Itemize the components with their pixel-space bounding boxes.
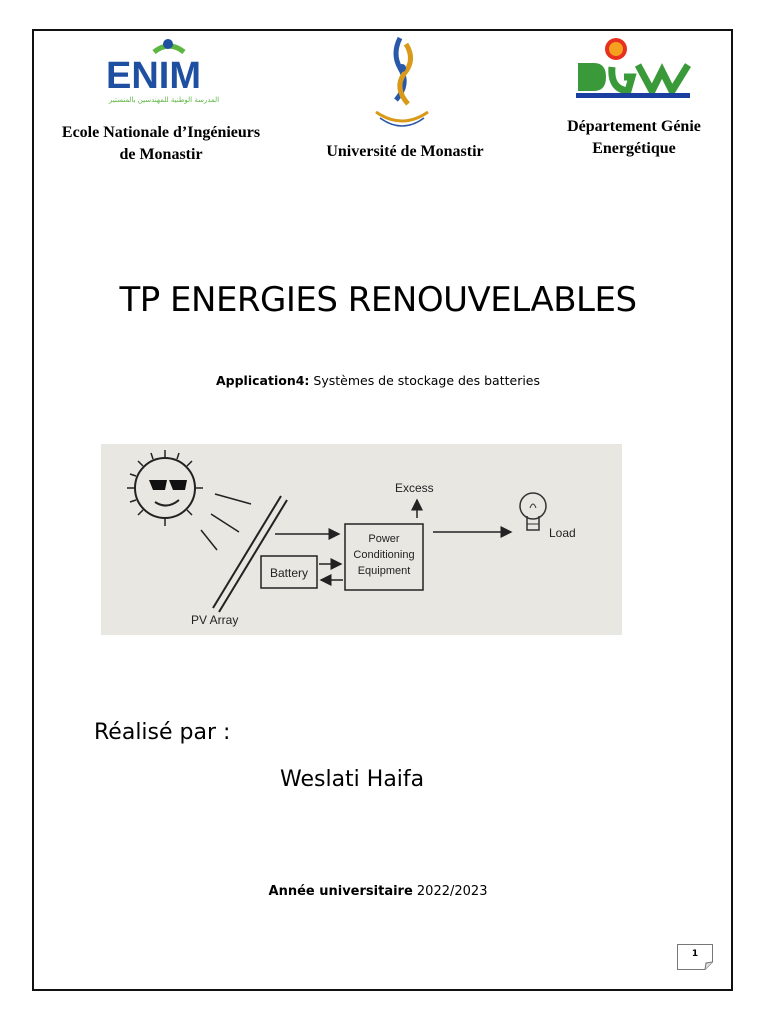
academic-year-value: 2022/2023 — [412, 884, 488, 899]
pv-system-diagram — [101, 444, 622, 635]
document-title: TP ENERGIES RENOUVELABLES — [119, 280, 637, 320]
university-seal-logo — [366, 34, 438, 134]
page-number: 1 — [691, 949, 699, 959]
author-name: Weslati Haifa — [280, 767, 425, 792]
pv-array-label: PV Array — [191, 613, 239, 627]
subtitle-text: Systèmes de stockage des batteries — [309, 373, 541, 388]
pce-label-line2: Conditioning — [353, 549, 415, 561]
enim-caption-line2: de Monastir — [119, 146, 203, 163]
battery-label: Battery — [269, 566, 309, 580]
enim-arabic-text: المدرسة الوطنية للمهندسين بالمنستير — [108, 96, 220, 104]
author-label: Réalisé par : — [94, 720, 231, 745]
dge-caption-line2: Energétique — [592, 140, 676, 157]
academic-year — [60, 884, 696, 899]
university-caption: Université de Monastir — [326, 143, 484, 160]
dge-logo — [576, 37, 692, 99]
document-subtitle — [60, 373, 696, 388]
pce-label-line1: Power — [368, 533, 400, 545]
dge-caption — [550, 116, 718, 160]
enim-caption — [58, 122, 264, 166]
page-number-badge — [677, 944, 713, 970]
enim-logo-text: ENIM — [106, 55, 201, 97]
load-label: Load — [549, 526, 576, 540]
excess-label: Excess — [395, 481, 434, 495]
subtitle-label: Application4: — [215, 373, 310, 388]
pce-label-line3: Equipment — [357, 565, 411, 577]
enim-logo — [104, 38, 224, 110]
dge-caption-line1: Département Génie — [567, 118, 701, 135]
enim-caption-line1: Ecole Nationale d’Ingénieurs — [61, 124, 261, 141]
academic-year-label: Année universitaire — [268, 884, 413, 899]
